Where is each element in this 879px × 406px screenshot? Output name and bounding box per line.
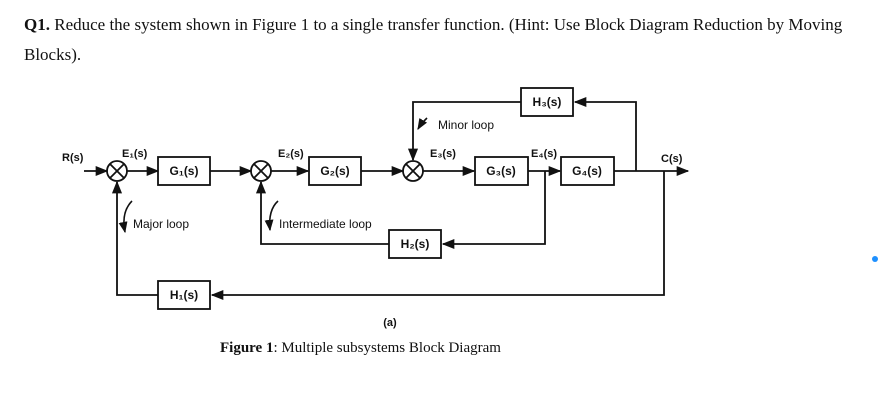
intermediate-loop-indicator: [270, 201, 278, 230]
block-g2: [309, 157, 361, 185]
input-label: R(s): [62, 152, 84, 164]
accent-dot: [872, 256, 878, 262]
block-g3-label: G₃(s): [486, 164, 516, 178]
caption-number: Figure 1: [220, 340, 274, 356]
question-body: Reduce the system shown in Figure 1 to a single transfer function. (Hint: Use Block Diagram Reduction by Moving Blocks).: [24, 15, 843, 64]
wire-h1-feedback-out: [117, 182, 158, 295]
signal-e2: E₂(s): [278, 148, 304, 160]
major-loop-indicator: [124, 201, 132, 232]
output-label: C(s): [661, 153, 683, 165]
signal-e1: E₁(s): [122, 148, 148, 160]
block-h2: [389, 230, 441, 258]
intermediate-loop-label: Intermediate loop: [279, 217, 372, 231]
summing-junction-2: [251, 161, 271, 181]
block-h1-label: H₁(s): [169, 288, 199, 302]
block-g1: [158, 157, 210, 185]
block-g4: [561, 157, 614, 185]
block-g2-label: G₂(s): [320, 164, 350, 178]
question-number: Q1.: [24, 15, 50, 34]
block-g3: [475, 157, 528, 185]
block-h3: [521, 88, 573, 116]
minor-loop-label: Minor loop: [438, 118, 495, 132]
wire-h2-feedback-out: [261, 182, 389, 244]
block-g4-label: G₄(s): [572, 164, 602, 178]
block-h1: [158, 281, 210, 309]
signal-e4: E₄(s): [531, 148, 558, 160]
major-loop-label: Major loop: [133, 217, 190, 231]
signal-e3: E₃(s): [430, 148, 456, 160]
summing-junction-3: [403, 161, 423, 181]
block-h3-label: H₃(s): [532, 95, 562, 109]
summing-junction-1: [107, 161, 127, 181]
minor-loop-indicator: [418, 118, 427, 129]
block-g1-label: G₁(s): [169, 164, 199, 178]
diagram-sublabel: (a): [383, 317, 397, 329]
figure-caption: [220, 340, 501, 357]
caption-text: : Multiple subsystems Block Diagram: [273, 340, 501, 356]
block-h2-label: H₂(s): [400, 237, 430, 251]
